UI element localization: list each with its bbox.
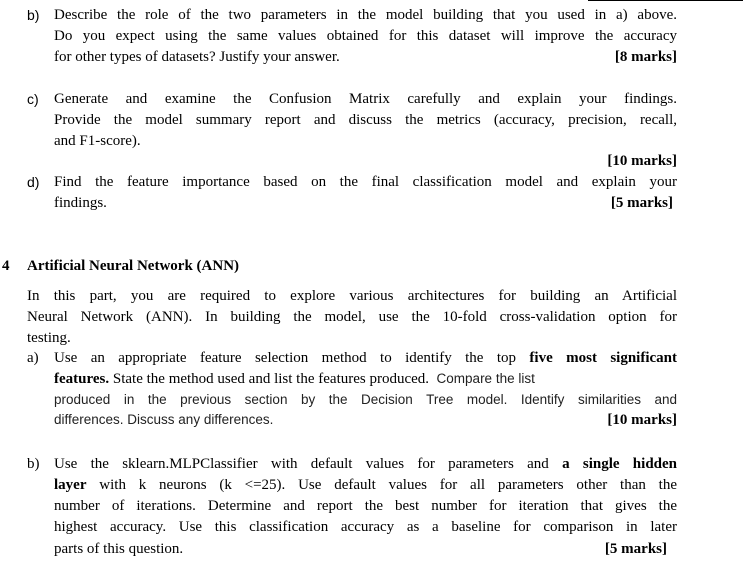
part-a-label: a) (27, 350, 39, 366)
question-b-label: b) (27, 7, 40, 23)
question-c-line-1: Generate and examine the Confusion Matrix carefully and explain your findings. (54, 91, 677, 107)
part-b-line-3: number of iterations. Determine and report the best number for iteration that gives the (54, 498, 677, 514)
question-d-label: d) (27, 174, 40, 190)
question-d-line-2: findings. (54, 195, 107, 211)
question-c-line-2: Provide the model summary report and discuss the metrics (accuracy, precision, recall, (54, 112, 677, 128)
part-a-line-1-text: Use an appropriate feature selection method to identify the top (54, 350, 517, 366)
part-b-label: b) (27, 456, 40, 472)
question-d-marks: [5 marks] (610, 195, 673, 211)
part-a-line-2-bold: features. (54, 371, 110, 387)
part-b-line-2-bold: layer (54, 477, 87, 493)
section-intro-line-3: testing. (27, 330, 71, 346)
question-b-marks: [8 marks] (614, 49, 677, 65)
question-b-line-1: Describe the role of the two parameters in the model building that you used in a) above. (54, 7, 677, 23)
part-b-line-1 (54, 454, 677, 474)
question-b-line-3: for other types of datasets? Justify your answer. (54, 49, 340, 65)
question-c-label: c) (27, 91, 39, 107)
part-a-line-1-bold: five most significant (529, 350, 677, 366)
part-a-line-1 (54, 348, 677, 368)
part-b-line-5: parts of this question. (54, 541, 184, 557)
section-intro-line-2: Neural Network (ANN). In building the model, use the 10-fold cross-validation option for (27, 309, 677, 325)
question-c-line-3: and F1-score). (54, 133, 141, 149)
question-c-marks: [10 marks] (607, 153, 677, 169)
part-a-marks: [10 marks] (607, 412, 677, 428)
section-number: 4 (2, 258, 10, 274)
part-b-line-1-bold: a single hidden (562, 456, 678, 472)
question-b-line-2: Do you expect using the same values obtained for this dataset will improve the accuracy (54, 28, 677, 44)
part-a-line-4: differences. Discuss any differences. (54, 412, 274, 427)
part-b-line-4: highest accuracy. Use this classification accuracy as a baseline for comparison in later (54, 519, 677, 535)
part-b-line-1-text: Use the sklearn.MLPClassifier with default values for parameters and (54, 456, 549, 472)
part-a-line-2-sans: Compare the list (436, 371, 535, 386)
section-title: Artificial Neural Network (ANN) (27, 258, 240, 274)
section-intro-line-1: In this part, you are required to explore various architectures for building an Artificial (27, 288, 677, 304)
top-rule (588, 0, 743, 1)
part-a-line-2 (54, 369, 677, 389)
part-a-line-3: produced in the previous section by the Decision Tree model. Identify similarities and (54, 392, 677, 407)
part-b-line-2-text: with k neurons (k <=25). Use default values for all parameters other than the (99, 477, 677, 493)
question-d-line-1: Find the feature importance based on the final classification model and explain your (54, 174, 677, 190)
part-b-marks: [5 marks] (604, 541, 667, 557)
part-a-line-2-text: State the method used and list the features produced. (112, 371, 430, 387)
part-b-line-2 (54, 475, 677, 495)
